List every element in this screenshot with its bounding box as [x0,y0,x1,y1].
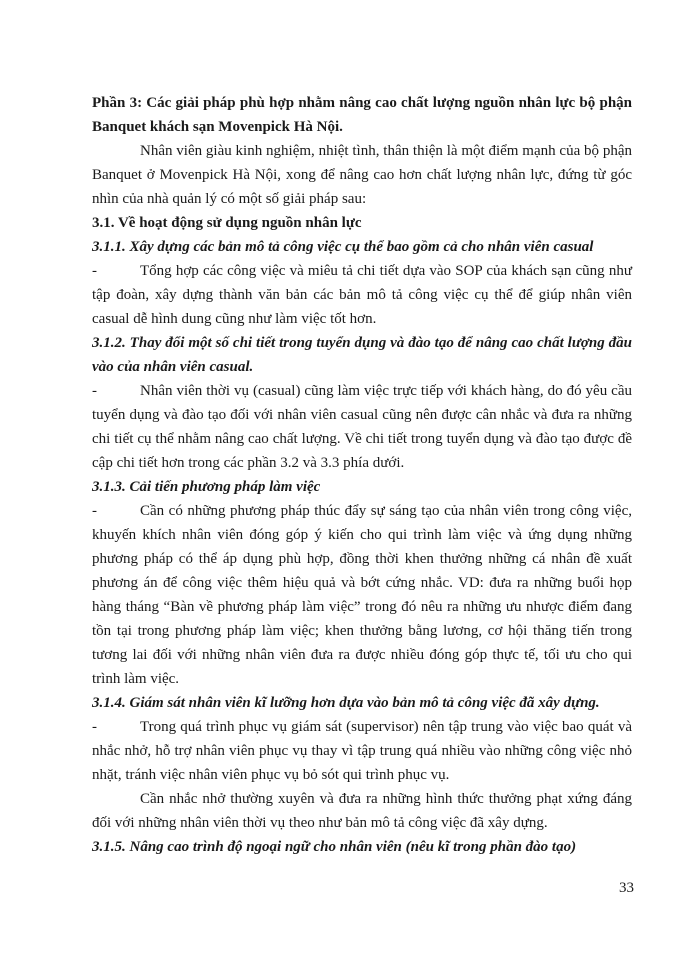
bullet-paragraph: - Trong quá trình phục vụ giám sát (supervisor) nên tập trung vào việc bao quát và nhắc nhở, hỗ trợ nhân viên phục vụ thay vì tập trung quá nhiều vào những công việc nhỏ nhặt, tránh việc nhân viên phục vụ bỏ sót qui trình phục vụ. [92,715,632,787]
bullet-dash: - [92,719,97,735]
part-title: Phần 3: Các giải pháp phù hợp nhằm nâng cao chất lượng nguồn nhân lực bộ phận Banquet khách sạn Movenpick Hà Nội. [92,95,632,135]
bullet-paragraph: - Tổng hợp các công việc và miêu tả chi tiết dựa vào SOP của khách sạn cũng như tập đoàn, xây dựng thành văn bản các bản mô tả công việc cụ thể để giúp nhân viên casual dễ hình dung cũng như làm việc tốt hơn. [92,259,632,331]
subsection-3-1-2-heading: 3.1.2. Thay đổi một số chi tiết trong tuyển dụng và đào tạo để nâng cao chất lượng đầu vào của nhân viên casual. [92,335,632,375]
intro-paragraph: Nhân viên giàu kinh nghiệm, nhiệt tình, thân thiện là một điểm mạnh của bộ phận Banquet ở Movenpick Hà Nội, xong để nâng cao hơn chất lượng nhân lực, đứng từ góc nhìn của nhà quản lý có một số giải pháp sau: [92,143,632,207]
bullet-dash: - [92,503,97,519]
bullet-paragraph: - Cần có những phương pháp thúc đẩy sự sáng tạo của nhân viên trong công việc, khuyến khích nhân viên đóng góp ý kiến cho qui trình làm việc và ứng dụng những phương pháp có thể áp dụng phù hợp, đồng thời khen thưởng những cá nhân đề xuất phương án để công việc thêm hiệu quả và bớt cứng nhắc. VD: đưa ra những buổi họp hàng tháng “Bàn về phương pháp làm việc” trong đó nêu ra những ưu nhược điểm đang tồn tại trong phương pháp làm việc; khen thưởng bằng lương, cơ hội thăng tiến trong tương lai đối với những nhân viên đưa ra được nhiều đóng góp thực tế, tối ưu cho qui trình làm việc. [92,499,632,691]
subsection-3-1-5-heading: 3.1.5. Nâng cao trình độ ngoại ngữ cho nhân viên (nêu kĩ trong phần đào tạo) [92,839,577,855]
paragraph: Cần nhắc nhở thường xuyên và đưa ra những hình thức thưởng phạt xứng đáng đối với những nhân viên thời vụ theo như bản mô tả công việc đã xây dựng. [92,791,632,831]
subsection-3-1-1-heading: 3.1.1. Xây dựng các bản mô tả công việc cụ thể bao gồm cả cho nhân viên casual [92,239,594,255]
document-page [92,91,632,859]
bullet-dash: - [92,263,97,279]
page-number: 33 [619,880,634,896]
bullet-paragraph: - Nhân viên thời vụ (casual) cũng làm việc trực tiếp với khách hàng, do đó yêu cầu tuyển dụng và đào tạo đối với nhân viên casual cũng nên được cân nhắc và đưa ra những chi tiết cụ thể nhằm nâng cao chất lượng. Về chi tiết trong tuyển dụng và đào tạo được đề cập chi tiết hơn trong các phần 3.2 và 3.3 phía dưới. [92,379,632,475]
subsection-3-1-3-heading: 3.1.3. Cải tiến phương pháp làm việc [92,479,321,495]
section-3-1-heading: 3.1. Về hoạt động sử dụng nguồn nhân lực [92,215,362,231]
subsection-3-1-4-heading: 3.1.4. Giám sát nhân viên kĩ lưỡng hơn dựa vào bản mô tả công việc đã xây dựng. [92,695,600,711]
bullet-dash: - [92,383,97,399]
